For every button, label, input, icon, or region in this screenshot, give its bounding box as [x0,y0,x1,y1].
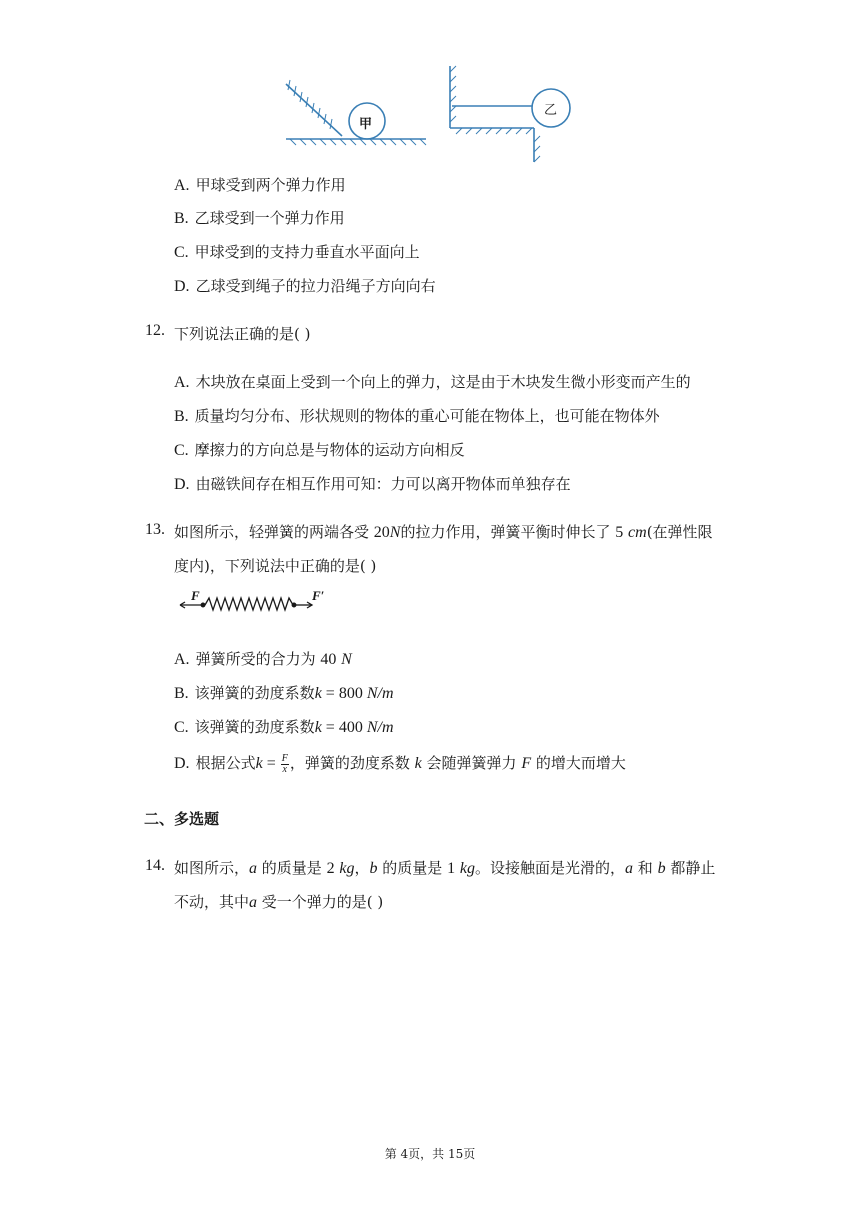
q11-option-d [174,275,436,296]
q12-option-d [174,473,571,494]
stem-text: 都静止 [670,859,716,877]
q13-stem-line1 [174,521,713,542]
extension-value: 5 [615,524,624,541]
option-letter: D. [174,476,190,493]
option-text: 乙球受到绳子的拉力沿绳子方向向右 [195,277,436,295]
q13-stem-line2: 度内)，下列说法中正确的是( ) [174,557,377,575]
q14-number: 14. [145,857,165,874]
mass-unit: kg [339,860,355,877]
ball-jia-label: 甲 [359,117,373,132]
option-text: 木块放在桌面上受到一个向上的弹力，这是由于木块发生微小形变而产生的 [195,373,691,391]
mass-unit: kg [459,860,475,877]
option-text: 乙球受到一个弹力作用 [194,209,345,227]
var-b: b [657,860,666,877]
math-unit: N/m [366,685,394,702]
q11-option-a [174,174,346,195]
option-text: 会随弹簧弹力 [426,754,517,772]
math-number: 40 [320,651,337,668]
option-text: 甲球受到两个弹力作用 [195,176,346,194]
math-unit: N [341,651,352,668]
option-text: 根据公式 [195,754,256,772]
option-letter: C. [174,442,189,459]
math-unit: N/m [366,719,394,736]
math-var: k [314,719,322,736]
option-letter: D. [174,755,190,772]
option-text: 由磁铁间存在相互作用可知：力可以离开物体而单独存在 [195,475,571,493]
option-letter: D. [174,278,190,295]
stem-text: 如图所示， [174,859,250,877]
option-text: 的增大而增大 [535,754,626,772]
stem-text: 如图所示，轻弹簧的两端各受 [174,523,370,541]
spring-label-f-prime: F′ [312,588,325,603]
stem-text: 的质量是 [261,859,322,877]
mass-value: 2 [326,860,335,877]
ball-yi-label: 乙 [544,103,558,118]
q11-option-c [174,241,420,262]
q14-stem-line2 [174,891,383,912]
stem-text: ， [354,859,370,877]
option-text: 弹簧所受的合力为 [195,650,316,668]
option-text: 该弹簧的劲度系数 [194,684,315,702]
var-a: a [624,860,633,877]
option-letter: A. [174,374,190,391]
force-value: 20 [373,524,390,541]
figure-left-incline [286,80,426,145]
q13-option-a [174,648,352,669]
q13-option-d [174,752,626,775]
figure-balls [280,62,580,166]
option-letter: A. [174,177,190,194]
page-footer: 第 4页，共 15页 [384,1147,476,1161]
q13-option-b [174,682,394,703]
option-letter: B. [174,685,189,702]
stem-text: 受一个弹力的是( ) [261,893,384,911]
q13-option-c [174,716,394,737]
math-eq: = [262,755,280,772]
fraction-denominator: x [282,763,287,775]
q12-option-a [174,371,691,392]
option-text: 质量均匀分布、形状规则的物体的重心可能在物体上，也可能在物体外 [194,407,660,425]
q12-stem: 下列说法正确的是( ) [174,325,311,343]
option-text: 摩擦力的方向总是与物体的运动方向相反 [194,441,465,459]
q13-number: 13. [145,521,165,538]
math-eq: = 800 [321,685,367,702]
force-unit: N [389,524,401,541]
option-text: ，弹簧的劲度系数 [289,754,410,772]
stem-text: 不动，其中 [174,893,250,911]
q12-option-b [174,405,660,426]
math-var: k [314,685,322,702]
math-var: k [255,755,263,772]
var-a: a [249,894,258,911]
q12-option-c [174,439,465,460]
math-eq: = 400 [321,719,367,736]
stem-text: 。设接触面是光滑的， [474,859,625,877]
stem-text: 和 [637,859,653,877]
option-letter: A. [174,651,190,668]
q11-option-b [174,207,345,228]
fraction-numerator: F [281,752,288,764]
option-text: 该弹簧的劲度系数 [194,718,315,736]
var-b: b [369,860,378,877]
option-letter: C. [174,244,189,261]
q12-number: 12. [145,322,165,339]
extension-unit: cm [628,524,647,541]
math-var: k [414,755,422,772]
spring-label-f: F [191,588,200,603]
stem-text: 的拉力作用，弹簧平衡时伸长了 [400,523,611,541]
mass-value: 1 [447,860,456,877]
section-title: 二、多选题 [144,810,220,828]
option-letter: B. [174,408,189,425]
option-text: 甲球受到的支持力垂直水平面向上 [194,243,420,261]
option-letter: C. [174,719,189,736]
option-letter: B. [174,210,189,227]
formula-fraction [281,754,289,775]
math-var: F [521,755,532,772]
var-a: a [249,860,258,877]
stem-text: (在弹性限 [646,523,713,541]
stem-text: 的质量是 [382,859,443,877]
q14-stem-line1 [174,857,715,878]
